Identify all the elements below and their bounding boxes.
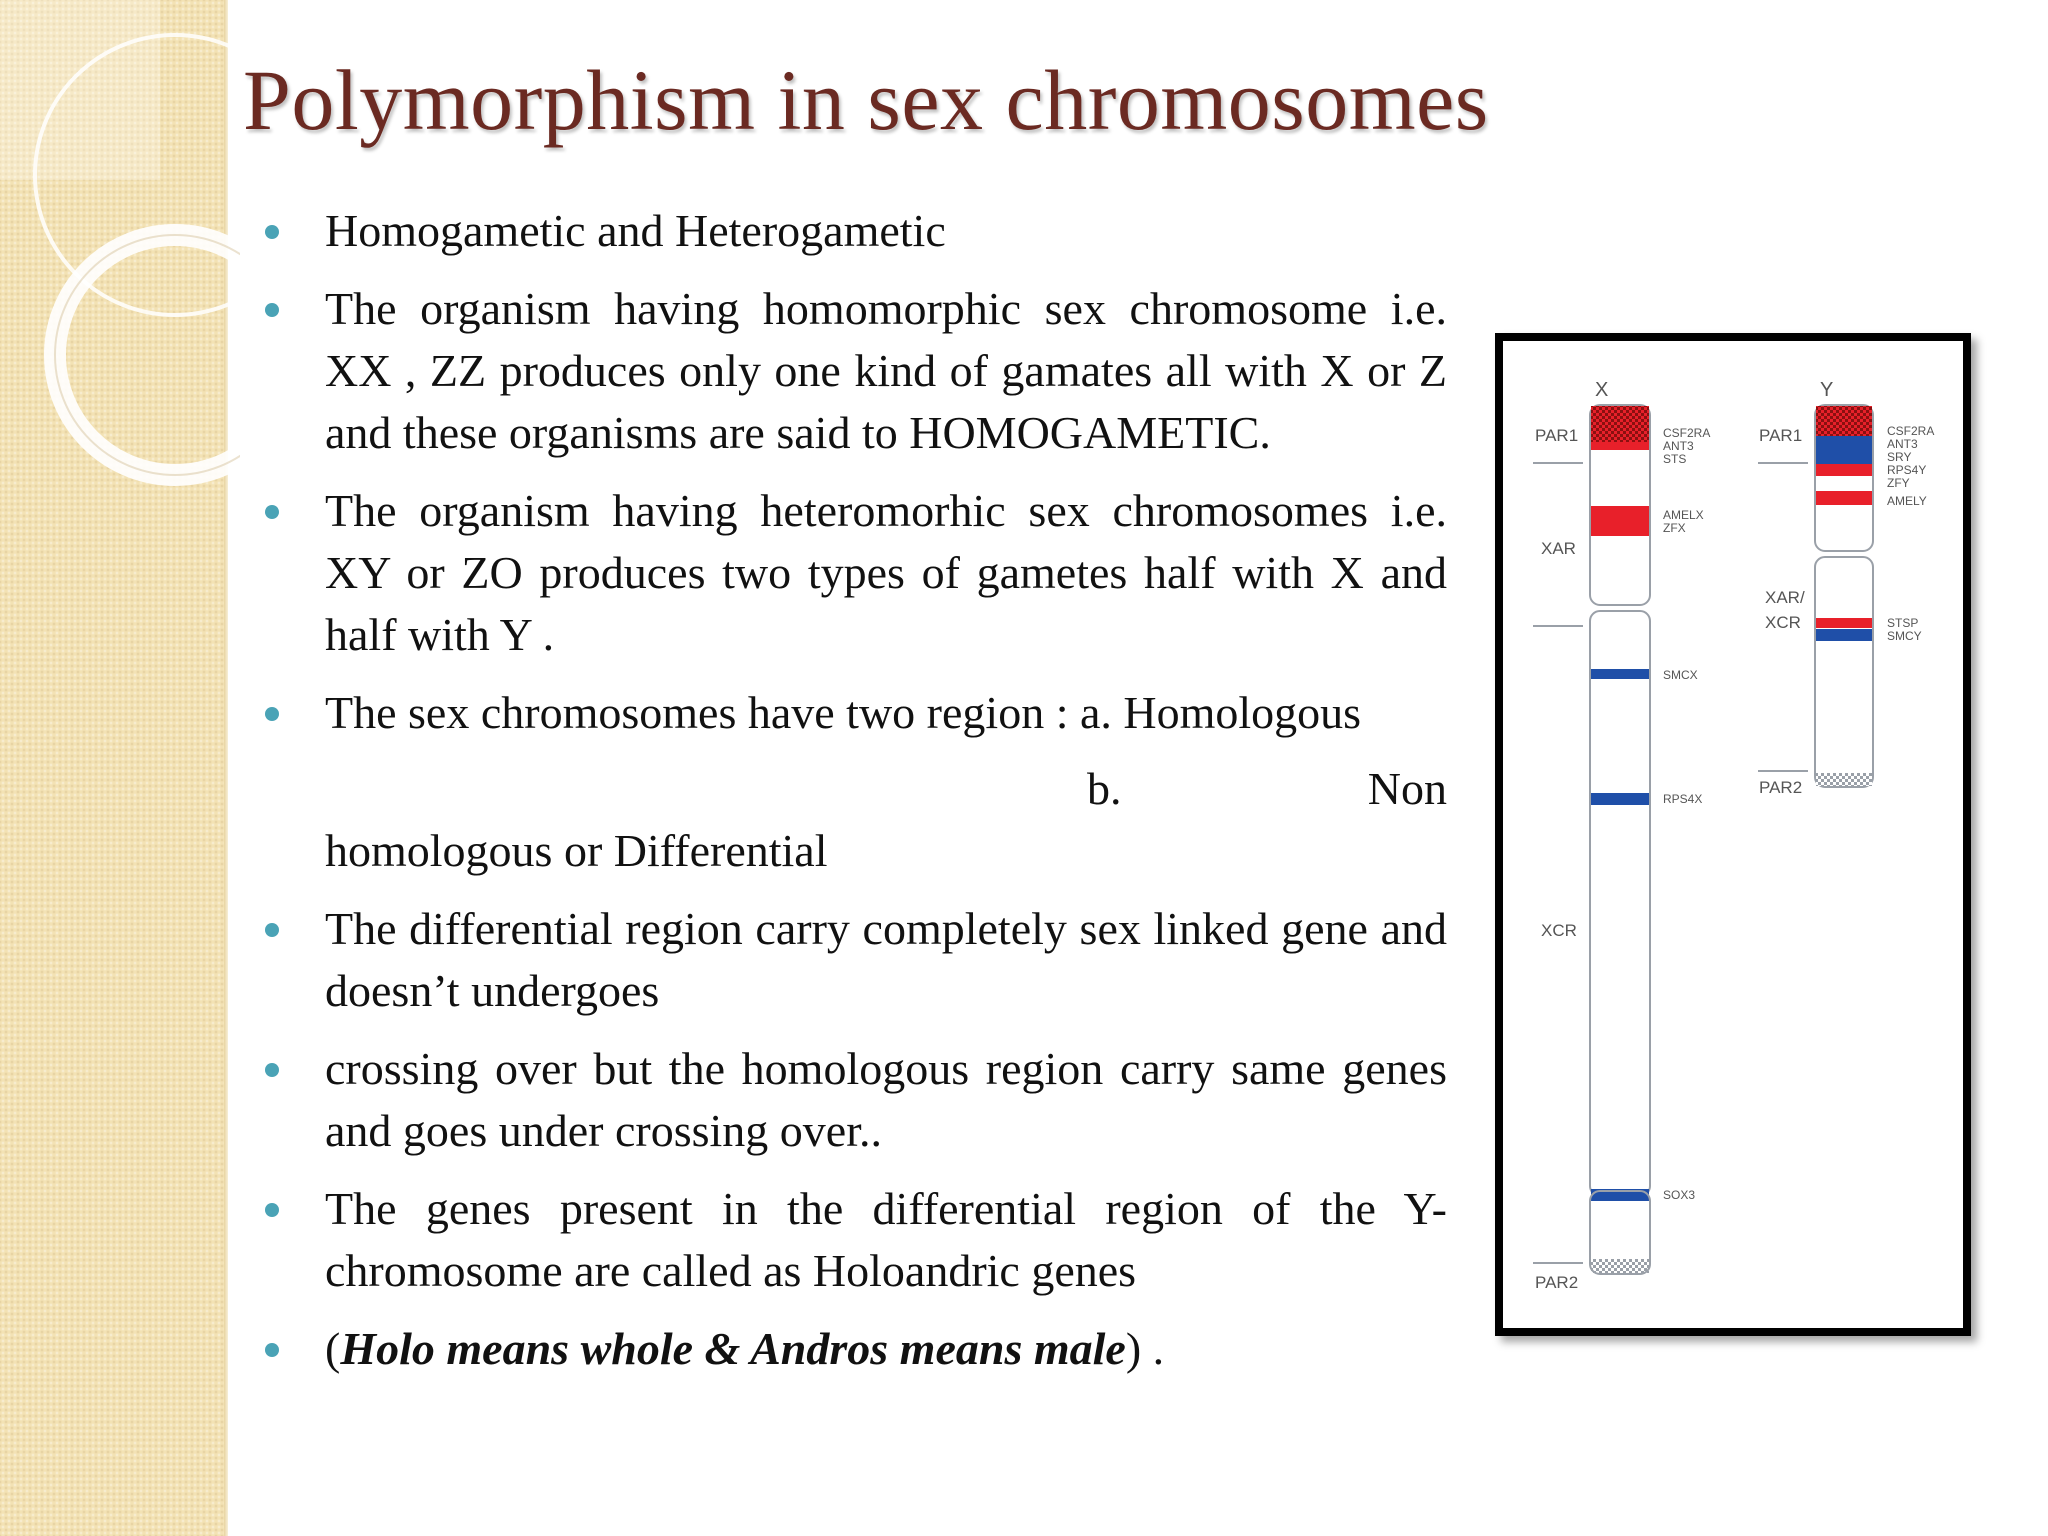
- list-item: [255, 1318, 1447, 1380]
- decorative-rings: [0, 0, 240, 520]
- y-gene-label: ZFY: [1887, 476, 1910, 490]
- bullet-text: The genes present in the differential region of the Y-chromosome are called as Holoandric genes: [325, 1183, 1447, 1296]
- x-region-label: PAR2: [1535, 1273, 1579, 1292]
- continuation-b-label: b. Non: [1087, 763, 1447, 814]
- x-gene-label: ZFX: [1663, 521, 1686, 535]
- bullet-text: The organism having heteromorhic sex chromosomes i.e. XY or ZO produces two types of gametes half with X and half with Y .: [325, 485, 1447, 660]
- bullet-dot-icon: [265, 303, 279, 317]
- y-gene-label: STSP: [1887, 616, 1919, 630]
- y-chromosome-q-arm: [1815, 557, 1873, 787]
- x-band-rps4x: [1591, 793, 1649, 805]
- bullet-dot-icon: [265, 505, 279, 519]
- bullet-dot-icon: [265, 225, 279, 239]
- list-item: [255, 278, 1447, 464]
- y-band-stsp: [1816, 618, 1872, 628]
- y-band-par1: [1816, 406, 1872, 436]
- x-region-label: XCR: [1541, 921, 1577, 940]
- x-heading: X: [1595, 379, 1609, 401]
- list-item: [255, 1178, 1447, 1302]
- bullet-dot-icon: [265, 1203, 279, 1217]
- bullet-dot-icon: [265, 1063, 279, 1077]
- y-gene-label: CSF2RA: [1887, 424, 1935, 438]
- y-heading: Y: [1820, 379, 1834, 401]
- bullet-text: The differential region carry completely sex linked gene and doesn’t undergoes: [325, 903, 1447, 1016]
- y-region-label: XAR/: [1765, 588, 1805, 607]
- x-band-red: [1591, 442, 1649, 450]
- x-band-par1: [1591, 406, 1649, 442]
- y-region-label: PAR1: [1759, 426, 1803, 445]
- x-gene-label: CSF2RA: [1663, 426, 1711, 440]
- bullet-dot-icon: [265, 707, 279, 721]
- bullet-text: The sex chromosomes have two region : a. Homologous: [325, 687, 1362, 738]
- list-item: [255, 200, 1447, 262]
- y-band-zfy: [1816, 491, 1872, 505]
- x-gene-label: RPS4X: [1663, 792, 1703, 806]
- y-gene-label: SRY: [1887, 450, 1912, 464]
- x-region-label: XAR: [1541, 539, 1576, 558]
- y-gene-label: RPS4Y: [1887, 463, 1927, 477]
- x-region-label: PAR1: [1535, 426, 1579, 445]
- chromosome-diagram: [1503, 341, 1963, 1328]
- y-band-sry: [1816, 436, 1872, 464]
- y-region-label: PAR2: [1759, 778, 1803, 797]
- y-gene-label: SMCY: [1887, 629, 1922, 643]
- y-band-rps4y: [1816, 464, 1872, 476]
- y-region-label: XCR: [1765, 613, 1801, 632]
- x-gene-label: SMCX: [1663, 668, 1698, 682]
- list-item: [255, 898, 1447, 1022]
- list-item: [255, 682, 1447, 882]
- list-item: [255, 1038, 1447, 1162]
- x-gene-label: SOX3: [1663, 1188, 1696, 1202]
- list-item: [255, 480, 1447, 666]
- x-gene-label: ANT3: [1663, 439, 1694, 453]
- bullet-suffix: ) .: [1125, 1323, 1165, 1374]
- x-gene-label: STS: [1663, 452, 1687, 466]
- bullet-text: crossing over but the homologous region carry same genes and goes under crossing over..: [325, 1043, 1447, 1156]
- x-gene-label: AMELX: [1663, 508, 1704, 522]
- bullet-list: [255, 200, 1447, 1396]
- x-band-par2: [1591, 1259, 1649, 1273]
- slide-title: Polymorphism in sex chromosomes: [243, 52, 1489, 148]
- bullet-dot-icon: [265, 923, 279, 937]
- y-gene-label: ANT3: [1887, 437, 1918, 451]
- x-band-amelx: [1591, 506, 1649, 536]
- bullet-continuation: homologous or Differential: [325, 825, 828, 876]
- x-band-smcx: [1591, 669, 1649, 679]
- x-chromosome-q-arm: [1590, 611, 1650, 1196]
- bullet-dot-icon: [265, 1343, 279, 1357]
- bullet-text: The organism having homomorphic sex chromosome i.e. XX , ZZ produces only one kind of gamates all with X or Z and these organisms are said to HOMOGAMETIC.: [325, 283, 1447, 458]
- y-band-par2: [1816, 773, 1872, 786]
- y-band-smcy: [1816, 629, 1872, 641]
- y-gene-label: AMELY: [1887, 494, 1927, 508]
- bullet-emphasis: Holo means whole & Andros means male: [340, 1323, 1126, 1374]
- bullet-prefix: (: [325, 1323, 341, 1374]
- chromosome-figure: [1495, 333, 1971, 1336]
- bullet-text: Homogametic and Heterogametic: [325, 205, 946, 256]
